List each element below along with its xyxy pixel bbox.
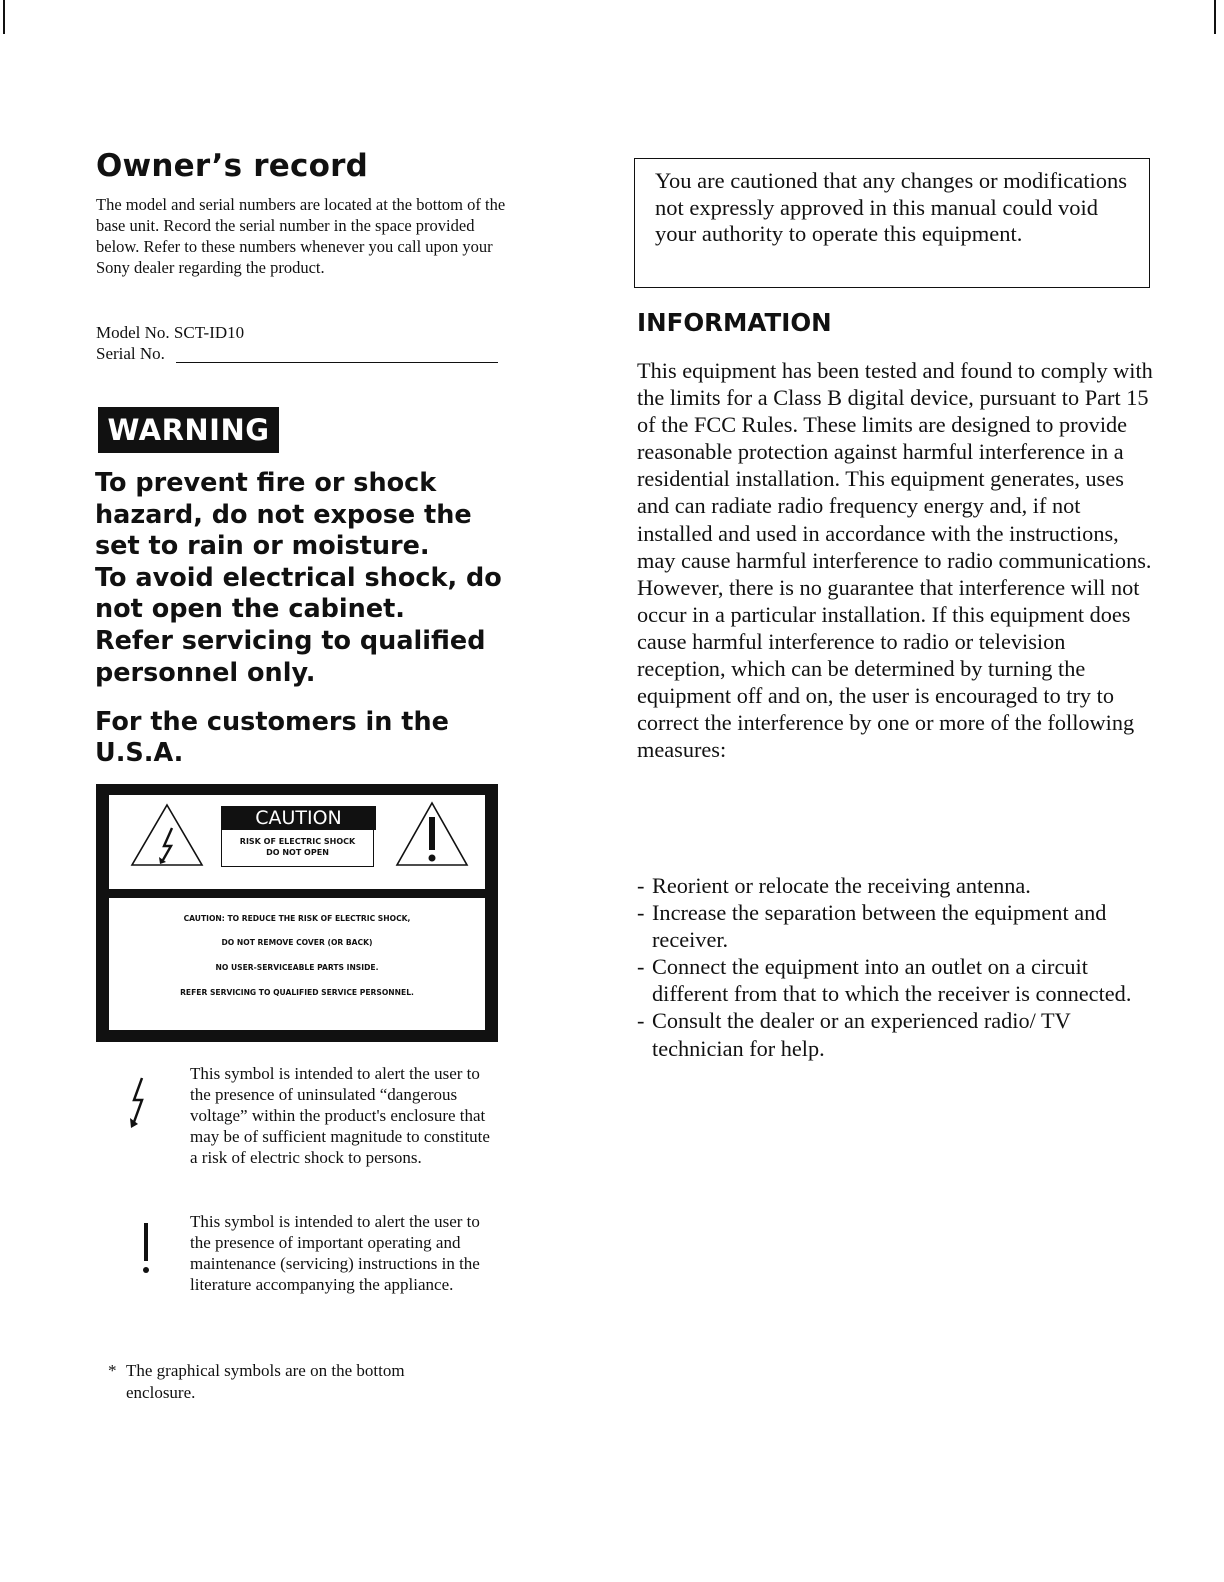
modification-caution-box: You are cautioned that any changes or modifications not expressly approved in this manual could void your authority to operate this equipment. [634, 158, 1150, 288]
customers-line: For the customers in the [95, 707, 449, 737]
measure-text: Increase the separation between the equipment and receiver. [652, 900, 1107, 953]
information-body: This equipment has been tested and found to comply with the limits for a Class B digital device, pursuant to Part 15 of the FCC Rules. These limits are designed to provide reasonable protection against harmful interference in a residential installation. This equipment generates, uses and can radiate radio frequency energy and, if not installed and used in accordance with the instructions, may cause harmful interference to radio communications. However, there is no guarantee that interference will not occur in a particular installation. If this equipment does cause harmful interference to radio or television reception, which can be determined by turning the equipment off and on, the user is encouraged to try to correct the interference by one or more of the following measures: [637, 358, 1153, 763]
caution-line: REFER SERVICING TO QUALIFIED SERVICE PERSONNEL. [180, 988, 414, 997]
warning-line: set to rain or moisture. [95, 531, 430, 562]
measure-text: Connect the equipment into an outlet on a circuit different from that to which the receiver is connected. [652, 954, 1132, 1007]
scan-edge-right [1214, 0, 1216, 34]
information-title: INFORMATION [637, 308, 832, 337]
lightning-triangle-icon [129, 802, 205, 868]
measure-text: Reorient or relocate the receiving antenna. [652, 873, 1031, 898]
customers-heading [95, 707, 495, 769]
list-dash: - [637, 900, 645, 926]
caution-line: NO USER-SERVICEABLE PARTS INSIDE. [215, 963, 379, 972]
exclamation-triangle-icon [394, 800, 470, 868]
list-item [637, 899, 1157, 953]
list-item [637, 872, 1157, 899]
list-item [637, 1007, 1157, 1061]
caution-label-sub [221, 830, 374, 867]
exclamation-symbol-text: This symbol is intended to alert the user to the presence of important operating and maintenance (servicing) instructions in the literature accompanying the appliance. [190, 1212, 480, 1294]
lightning-bolt-icon [128, 1076, 152, 1130]
warning-line: To avoid electrical shock, do [95, 562, 502, 593]
list-dash: - [637, 873, 645, 898]
exclamation-mark-icon [138, 1221, 154, 1275]
graphical-symbols-footnote [108, 1360, 488, 1404]
caution-label-title: CAUTION [221, 806, 376, 830]
serial-number-label: Serial No. [96, 344, 165, 363]
measures-list [637, 872, 1157, 1062]
warning-text [95, 468, 515, 689]
caution-sub-line: RISK OF ELECTRIC SHOCK [239, 837, 356, 846]
measure-text: Consult the dealer or an experienced radio/ TV technician for help. [652, 1008, 1071, 1061]
footnote-line: enclosure. [126, 1383, 196, 1402]
warning-badge: WARNING [98, 407, 279, 453]
warning-line: personnel only. [95, 657, 316, 688]
caution-sub-line: DO NOT OPEN [266, 848, 329, 857]
owners-record-title: Owner’s record [96, 148, 368, 184]
customers-line: U.S.A. [95, 738, 184, 768]
serial-number-blank [176, 362, 498, 363]
model-number: Model No. SCT-ID10 [96, 323, 245, 342]
warning-line: Refer servicing to qualified [95, 625, 486, 656]
caution-line: CAUTION: TO REDUCE THE RISK OF ELECTRIC SHOCK, [183, 914, 411, 923]
footnote-asterisk: * [108, 1361, 117, 1380]
list-item [637, 953, 1157, 1007]
warning-line: To prevent fire or shock [95, 468, 437, 498]
list-dash: - [637, 1008, 645, 1034]
voltage-symbol-text: This symbol is intended to alert the user to the presence of uninsulated “dangerous voltage” within the product's enclosure that may be of sufficient magnitude to constitute a risk of electric shock to persons. [190, 1064, 490, 1167]
owners-record-text: The model and serial numbers are located at the bottom of the base unit. Record the serial number in the space provided below. Refer to these numbers whenever you call upon your Sony dealer regarding the product. [96, 195, 506, 277]
caution-line: DO NOT REMOVE COVER (OR BACK) [221, 938, 373, 947]
list-dash: - [637, 954, 645, 980]
footnote-line: The graphical symbols are on the bottom [126, 1361, 405, 1380]
warning-line: not open the cabinet. [95, 594, 405, 625]
warning-line: hazard, do not expose the [95, 499, 472, 530]
scan-edge-left [3, 0, 5, 34]
